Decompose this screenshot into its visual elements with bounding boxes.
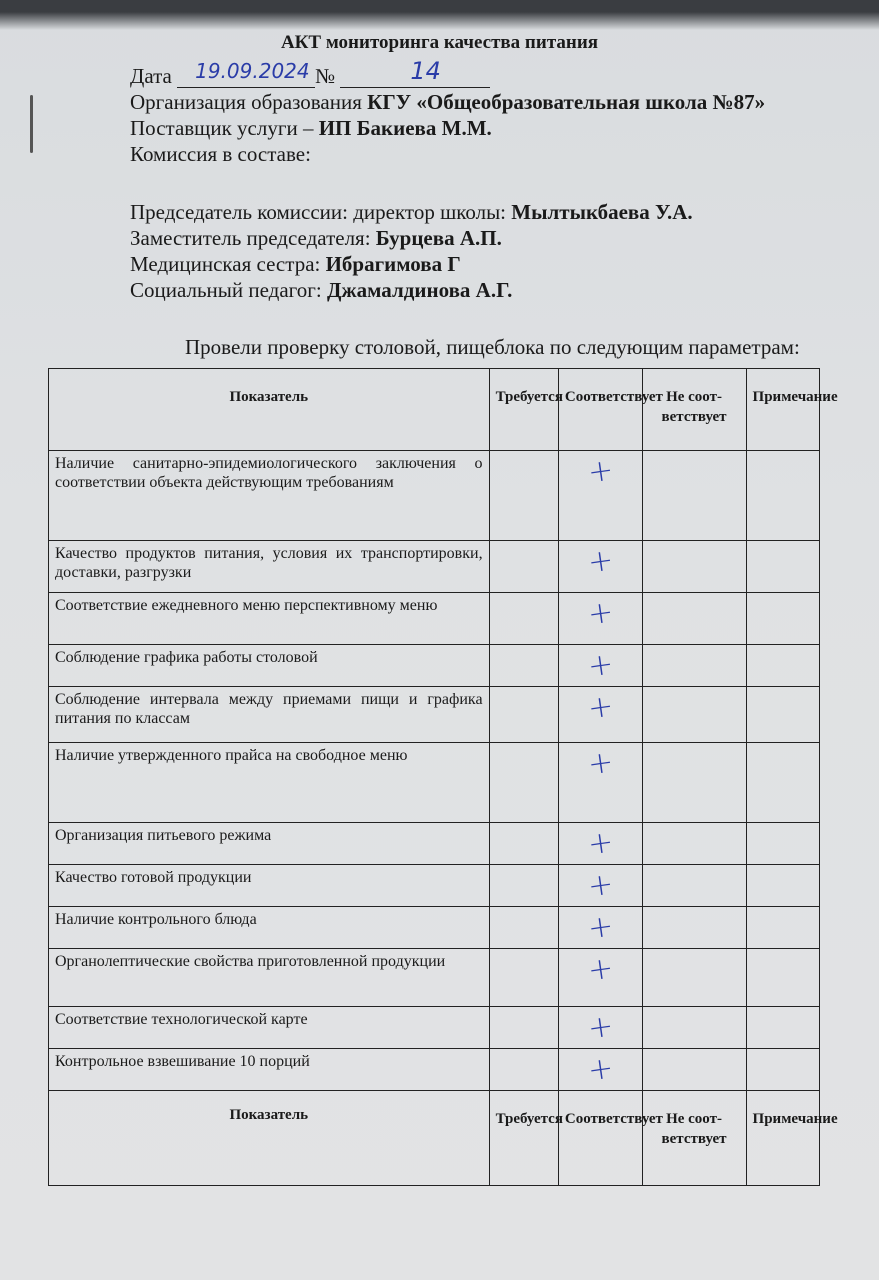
cell-note (746, 823, 819, 865)
member-role: Заместитель председателя: (130, 226, 371, 250)
cell-not-complies (642, 687, 746, 743)
table-header-row (49, 369, 820, 451)
org-value: КГУ «Общеобразовательная школа №87» (367, 90, 766, 114)
header-complies: Соответствует (558, 369, 642, 451)
handwritten-plus-mark: + (585, 646, 616, 685)
cell-note (746, 593, 819, 645)
row-indicator: Наличие контрольного блюда (49, 907, 490, 949)
date-value: 19.09.2024 (195, 59, 310, 83)
handwritten-plus-mark: + (585, 950, 616, 989)
cell-not-complies (642, 1049, 746, 1091)
cell-note (746, 949, 819, 1007)
member-role: Медицинская сестра: (130, 252, 321, 276)
row-indicator: Соответствие ежедневного меню перспективному меню (49, 593, 490, 645)
table-row (49, 593, 820, 645)
cell-complies (558, 743, 642, 823)
org-line (130, 90, 765, 114)
table-row (49, 645, 820, 687)
cell-not-complies (642, 593, 746, 645)
commission-label: Комиссия в составе: (130, 142, 311, 166)
cell-required (489, 865, 558, 907)
inspection-table (48, 368, 838, 1186)
cell-required (489, 949, 558, 1007)
table-footer-header-row (49, 1091, 820, 1186)
supplier-label: Поставщик услуги – (130, 116, 314, 140)
cell-note (746, 541, 819, 593)
cell-note (746, 1049, 819, 1091)
header-indicator: Показатель (49, 369, 490, 451)
document-title: АКТ мониторинга качества питания (280, 32, 599, 53)
row-indicator: Качество продуктов питания, условия их транспортировки, доставки, разгрузки (49, 541, 490, 593)
cell-required (489, 823, 558, 865)
org-label: Организация образования (130, 90, 362, 114)
cell-note (746, 907, 819, 949)
cell-note (746, 1007, 819, 1049)
cell-complies (558, 865, 642, 907)
table-row (49, 541, 820, 593)
footer-header-complies: Соответствует (558, 1091, 642, 1186)
cell-not-complies (642, 645, 746, 687)
row-indicator: Соответствие технологической карте (49, 1007, 490, 1049)
footer-header-note: Примечание (746, 1091, 819, 1186)
cell-complies (558, 823, 642, 865)
handwritten-plus-mark: + (585, 1050, 616, 1089)
header-not-complies: Не соот-ветствует (642, 369, 746, 451)
row-indicator: Качество готовой продукции (49, 865, 490, 907)
row-indicator: Организация питьевого режима (49, 823, 490, 865)
table-row (49, 687, 820, 743)
row-indicator: Наличие санитарно-эпидемиологического заключения о соответствии объекта действующим требованиям (49, 451, 490, 541)
footer-header-not-complies: Не соот-ветствует (642, 1091, 746, 1186)
date-line (130, 57, 490, 88)
member-role: Председатель комиссии: директор школы: (130, 200, 507, 224)
handwritten-plus-mark: + (585, 824, 616, 863)
cell-note (746, 645, 819, 687)
cell-complies (558, 1049, 642, 1091)
table-row (49, 865, 820, 907)
supplier-value: ИП Бакиева М.М. (318, 116, 492, 140)
cell-not-complies (642, 541, 746, 593)
table-row (49, 743, 820, 823)
cell-complies (558, 451, 642, 541)
handwritten-plus-mark: + (585, 688, 616, 727)
date-field (177, 59, 315, 88)
header-required: Требуется (489, 369, 558, 451)
member-deputy (130, 226, 502, 250)
cell-complies (558, 907, 642, 949)
footer-header-indicator: Показатель (49, 1091, 490, 1186)
number-label: № (315, 64, 336, 88)
photo-edge-shadow (0, 0, 879, 30)
row-indicator: Контрольное взвешивание 10 порций (49, 1049, 490, 1091)
table-row (49, 1007, 820, 1049)
table-row (49, 1049, 820, 1091)
row-indicator: Соблюдение интервала между приемами пищи и графика питания по классам (49, 687, 490, 743)
row-indicator: Органолептические свойства приготовленной продукции (49, 949, 490, 1007)
cell-note (746, 743, 819, 823)
cell-complies (558, 687, 642, 743)
row-indicator: Наличие утвержденного прайса на свободное меню (49, 743, 490, 823)
cell-note (746, 687, 819, 743)
handwritten-plus-mark: + (585, 594, 616, 633)
handwritten-plus-mark: + (585, 1008, 616, 1047)
member-name: Ибрагимова Г (325, 252, 461, 276)
cell-required (489, 645, 558, 687)
cell-not-complies (642, 451, 746, 541)
member-name: Мылтыкбаева У.А. (511, 200, 693, 224)
cell-required (489, 687, 558, 743)
number-value: 14 (410, 57, 441, 85)
cell-required (489, 451, 558, 541)
number-field (340, 57, 490, 88)
handwritten-plus-mark: + (585, 542, 616, 581)
member-chairman (130, 200, 693, 224)
cell-note (746, 451, 819, 541)
table-row (49, 907, 820, 949)
handwritten-plus-mark: + (585, 866, 616, 905)
header-note: Примечание (746, 369, 819, 451)
handwritten-plus-mark: + (585, 908, 616, 947)
cell-not-complies (642, 865, 746, 907)
cell-not-complies (642, 907, 746, 949)
handwritten-plus-mark: + (585, 744, 616, 783)
cell-not-complies (642, 949, 746, 1007)
member-role: Социальный педагог: (130, 278, 322, 302)
cell-not-complies (642, 743, 746, 823)
cell-complies (558, 1007, 642, 1049)
table-row (49, 823, 820, 865)
cell-required (489, 1007, 558, 1049)
member-name: Джамалдинова А.Г. (326, 278, 513, 302)
cell-required (489, 541, 558, 593)
cell-not-complies (642, 823, 746, 865)
cell-complies (558, 541, 642, 593)
handwritten-plus-mark: + (585, 452, 616, 491)
member-social-teacher (130, 278, 512, 302)
intro-text: Провели проверку столовой, пищеблока по следующим параметрам: (185, 335, 800, 359)
member-nurse (130, 252, 461, 276)
cell-not-complies (642, 1007, 746, 1049)
table-row (49, 451, 820, 541)
row-indicator: Соблюдение графика работы столовой (49, 645, 490, 687)
cell-required (489, 743, 558, 823)
supplier-line (130, 116, 492, 140)
table-row (49, 949, 820, 1007)
cell-required (489, 907, 558, 949)
date-label: Дата (130, 64, 172, 88)
margin-mark (30, 95, 33, 153)
cell-complies (558, 593, 642, 645)
cell-complies (558, 645, 642, 687)
footer-header-required: Требуется (489, 1091, 558, 1186)
cell-required (489, 1049, 558, 1091)
member-name: Бурцева А.П. (375, 226, 502, 250)
cell-note (746, 865, 819, 907)
cell-required (489, 593, 558, 645)
cell-complies (558, 949, 642, 1007)
